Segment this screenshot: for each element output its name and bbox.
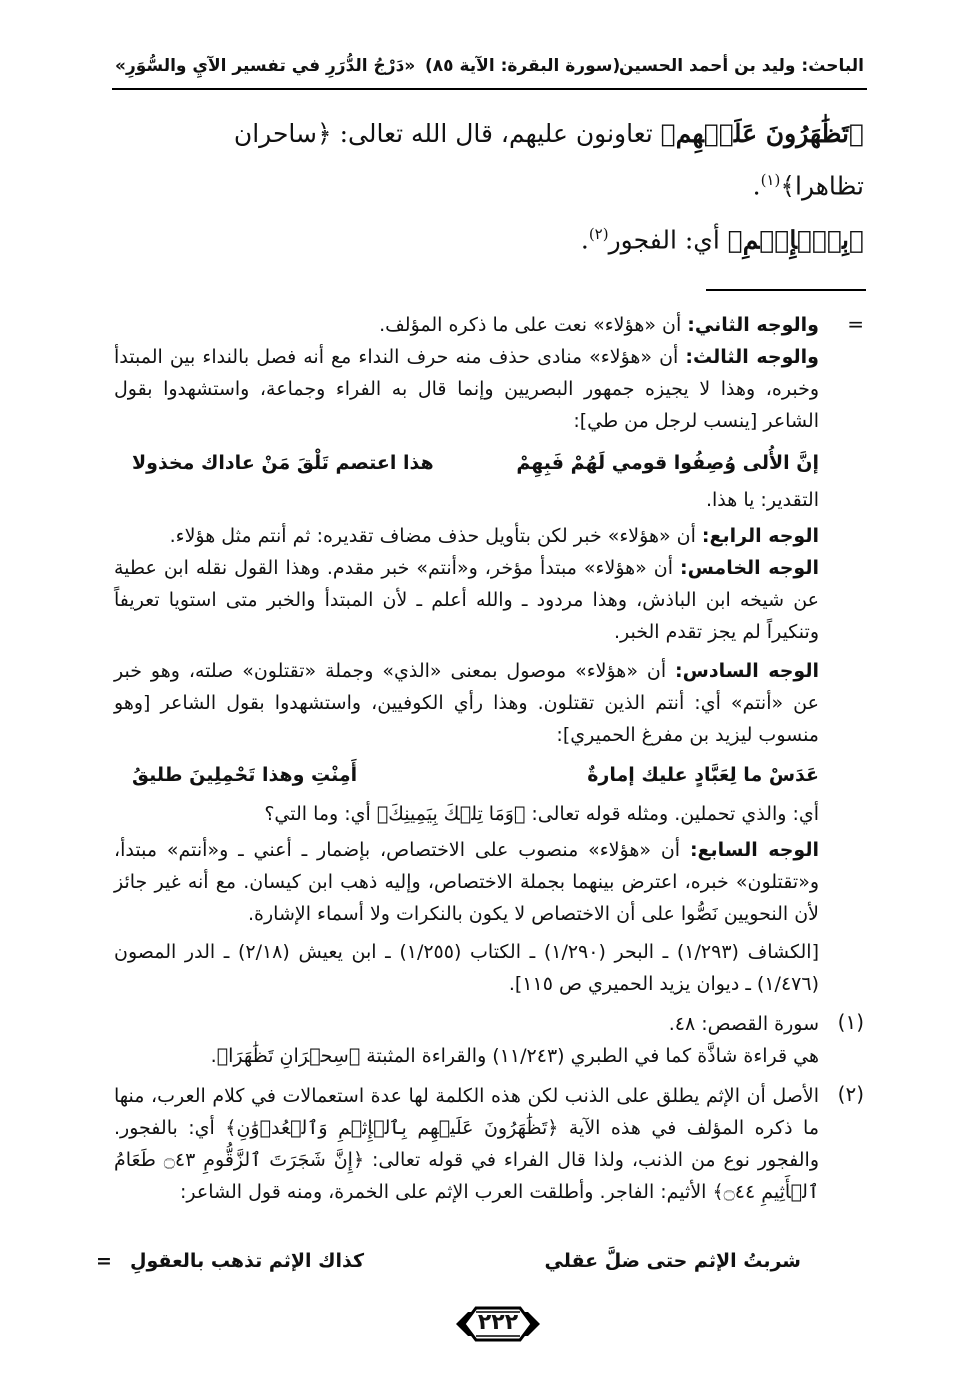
footnote-2: الأصل أن الإثم يطلق على الذنب لكن هذه الكلمة لها عدة استعمالات في كلام العرب، منها ما ذكره المؤلف في هذه الآية ﴿تَظَٰهَرُونَ عَلَيۡهِم بِٱلۡإِثۡمِ وَٱلۡعُدۡوَٰنِ﴾ أي: بالفجور. والفجور نوع من الذنب، ولذا قال الفراء في قوله تعالى: ﴿إِنَّ شَجَرَتَ ٱلزَّقُّومِ ۝٤٣ طَعَامُ ٱلۡأَثِيمِ ۝٤٤﴾ الأثيم: الفاجر. وأطلقت العرب الإثم على الخمرة، ومنه قول الشاعر:: [114, 1085, 820, 1203]
verse-2-first-hemistich: عَدَسْ ما لِعَبَّادٍ عليك إمارةٌ: [587, 764, 819, 786]
footnote-ref-1[interactable]: (١): [760, 171, 781, 189]
note-example: أي: والذي تحملين. ومثله قوله تعالى: ﴿وَمَا تِلۡكَ بِيَمِينِكَ﴾ أي: وما التي؟: [264, 803, 819, 825]
quran-phrase-2: ﴿بِٱلۡإِثۡمِ﴾: [727, 225, 864, 255]
note-wajh-3: [114, 341, 819, 437]
header-book-title: «دَرْجُ الدُّرَرِ في تفسير الآيِ والسُّوَرِ»: [115, 56, 416, 76]
verse-1-second-hemistich: هذا اعتصم تَلْقَ مَنْ عاداك مخذولا: [132, 452, 434, 474]
wajh-7-label: الوجه السابع:: [689, 839, 819, 861]
note-sources: [الكشاف (١/٢٩٣) ـ البحر (١/٢٩٠) ـ الكتاب (١/٢٥٥) ـ ابن يعيش (٢/١٨) ـ الدر المصون (١/٤٧٦) ـ ديوان يزيد الحميري ص ١١٥].: [114, 941, 819, 995]
verse-3-first-hemistich: شربتُ الإثم حتى ضلَّ عقلي: [544, 1250, 801, 1272]
verse-3-continuation-marker: =: [96, 1250, 112, 1272]
wajh-5-text: أن «هؤلاء» مبتدأ مؤخر، و«أنتم» خبر مقدم. وهذا القول نقله ابن عطية عن شيخه ابن الباذش، وهذا مردود ـ والله أعلم ـ لأن المبتدأ والخبر متى استويا تعريفاً وتنكيراً لم يجز تقدم الخبر.: [114, 557, 819, 643]
wajh-6-label: الوجه السادس:: [675, 660, 819, 682]
footnote-1-line-2: هي قراءة شاذَّة كما في الطبري (١١/٢٤٣) والقراءة المثبتة ﴿سِحۡرَانِ تَظَٰهَرَا﴾.: [210, 1045, 819, 1067]
note-wajh-5: [114, 552, 819, 648]
header-surah-ayah: (سورة البقرة: الآية ٨٥): [425, 56, 621, 76]
main-text-3: أي: الفجور: [608, 225, 728, 255]
note-wajh-4: [114, 520, 819, 552]
wajh-4-label: الوجه الرابع:: [701, 525, 819, 547]
note-taqdir: التقدير: يا هذا.: [705, 489, 819, 511]
page-number-ornament: [456, 1302, 540, 1346]
verse-2-second-hemistich: أَمِنْتِ وهذا تَحْمِلِينَ طليقُ: [132, 764, 358, 786]
header-author: الباحث: وليد بن أحمد الحسين: [619, 56, 864, 76]
header-rule: [112, 88, 867, 90]
wajh-5-label: الوجه الخامس:: [679, 557, 819, 579]
main-line-2: تظاهرا﴾$^{(١)}$.: [752, 171, 864, 201]
wajh-3-text: أن «هؤلاء» منادى حذف منه حرف النداء مع أنه فصل بالنداء بين المبتدأ وخبره، وهذا لا يجيزه جمهور البصريين وإنما قال به الفراء وجماعة، واستشهدوا بقول الشاعر [ينسب لرجل من طي]:: [114, 346, 819, 432]
main-line-3: ﴿بِٱلۡإِثۡمِ﴾ أي: الفجور$^{(٢)}$.: [580, 225, 864, 255]
verse-3-second-hemistich: كذاك الإثم تذهب بالعقولِ: [130, 1250, 365, 1272]
note-wajh-6: [114, 655, 819, 751]
footnote-2-number: (٢): [837, 1082, 864, 1106]
wajh-2-text: أن «هؤلاء» نعت على ما ذكره المؤلف.: [379, 314, 688, 336]
footnote-1: [114, 1008, 819, 1072]
main-text-2: تظاهرا﴾: [780, 171, 864, 201]
note-wajh-7: [114, 834, 819, 930]
wajh-7-text: أن «هؤلاء» منصوب على الاختصاص، بإضمار ـ أعني ـ و«أنتم» مبتدأ، و«تقتلون» خبره، اعترض بينهما بجملة الاختصاص، وإليه ذهب ابن كيسان. مع أنه غير جائز لأن النحويين نَصُّوا على أن الاختصاص لا يكون بالنكرات ولا أسماء الإشارة.: [114, 839, 819, 925]
verse-1-first-hemistich: إنَّ الأُلى وُصِفُوا قومي لَهُمْ فَبِهِمْ: [516, 452, 819, 474]
footnote-1-line-1: سورة القصص: ٤٨.: [668, 1013, 819, 1035]
wajh-2-label: والوجه الثاني:: [687, 314, 819, 336]
quran-phrase-1: ﴿تَظَٰهَرُونَ عَلَيۡهِم﴾: [660, 119, 864, 148]
page-number: ٢٢٢: [477, 1310, 519, 1335]
main-line-1: [114, 116, 864, 152]
main-text-1: تعاونون عليهم، قال الله تعالى: ﴿ساحران: [233, 119, 661, 148]
footnote-1-number: (١): [837, 1010, 864, 1034]
note-wajh-2: [114, 309, 819, 341]
wajh-3-label: والوجه الثالث:: [685, 346, 819, 368]
wajh-6-text: أن «هؤلاء» موصول بمعنى «الذي» وجملة «تقتلون» صلته، وهو خبر عن «أنتم» أي: أنتم الذين تقتلون. وهذا رأي الكوفيين، واستشهدوا بقول الشاعر [وهو منسوب ليزيد بن مفرغ الحميري]:: [114, 660, 819, 746]
footnote-separator: [706, 289, 866, 291]
continuation-marker: =: [847, 312, 864, 336]
wajh-4-text: أن «هؤلاء» خبر لكن بتأويل حذف مضاف تقديره: ثم أنتم مثل هؤلاء.: [169, 525, 702, 547]
footnote-ref-2[interactable]: (٢): [588, 225, 609, 243]
